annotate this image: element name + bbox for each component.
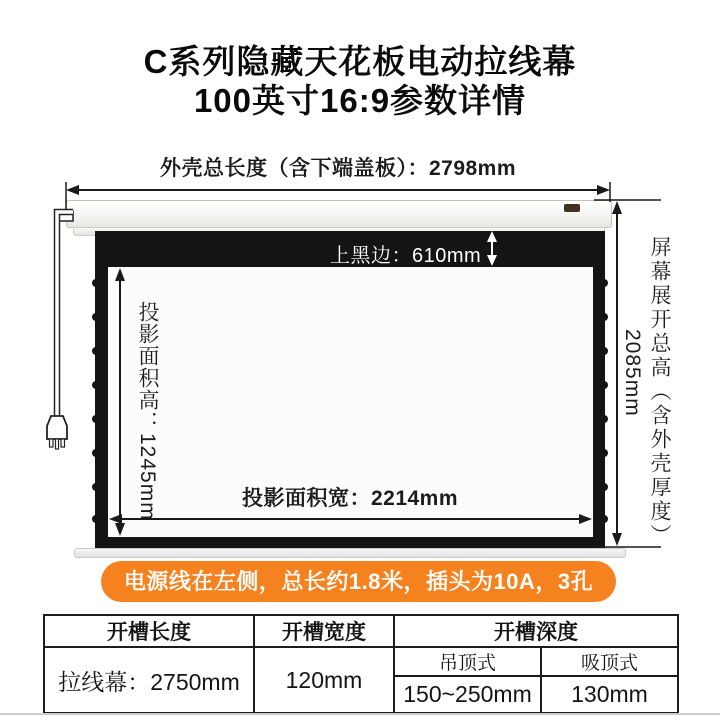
value-slot-length: 拉线幕：2750mm bbox=[44, 647, 254, 713]
projection-height-label: 投影面积高：1245mm bbox=[136, 301, 159, 521]
subheader-flush: 吸顶式 bbox=[541, 647, 678, 676]
screen-housing bbox=[66, 200, 612, 228]
bottom-divider bbox=[0, 713, 720, 715]
header-slot-width: 开槽宽度 bbox=[254, 615, 394, 647]
value-slot-width: 120mm bbox=[254, 647, 394, 713]
page-title bbox=[0, 42, 720, 120]
power-plug-icon bbox=[47, 416, 67, 449]
projection-width-label: 投影面积宽：2214mm bbox=[241, 487, 459, 510]
page-title-line1: C系列隐藏天花板电动拉线幕 bbox=[143, 43, 577, 80]
header-slot-length: 开槽长度 bbox=[44, 615, 254, 647]
screen-weight-bar bbox=[74, 548, 626, 558]
top-black-border-label: 上黑边：610mm bbox=[330, 245, 482, 267]
value-depth-flush: 130mm bbox=[541, 676, 678, 713]
table-header-row bbox=[44, 615, 678, 647]
header-slot-depth: 开槽深度 bbox=[394, 615, 678, 647]
subheader-suspended: 吊顶式 bbox=[394, 647, 541, 676]
table-subheader-row bbox=[44, 647, 678, 676]
total-height-label: 屏幕展开总高（含外壳厚度） bbox=[648, 236, 671, 548]
value-depth-suspended: 150~250mm bbox=[394, 676, 541, 713]
power-cord-notice: 电源线在左侧，总长约1.8米，插头为10A，3孔 bbox=[101, 561, 616, 602]
total-height-value: 2085mm bbox=[621, 329, 644, 417]
slot-spec-table bbox=[43, 614, 679, 714]
housing-length-label: 外壳总长度（含下端盖板）：2798mm bbox=[159, 157, 517, 180]
ir-receiver-icon bbox=[564, 204, 580, 212]
page-title-line2: 100英寸16:9参数详情 bbox=[193, 82, 527, 119]
power-cord bbox=[57, 211, 73, 417]
